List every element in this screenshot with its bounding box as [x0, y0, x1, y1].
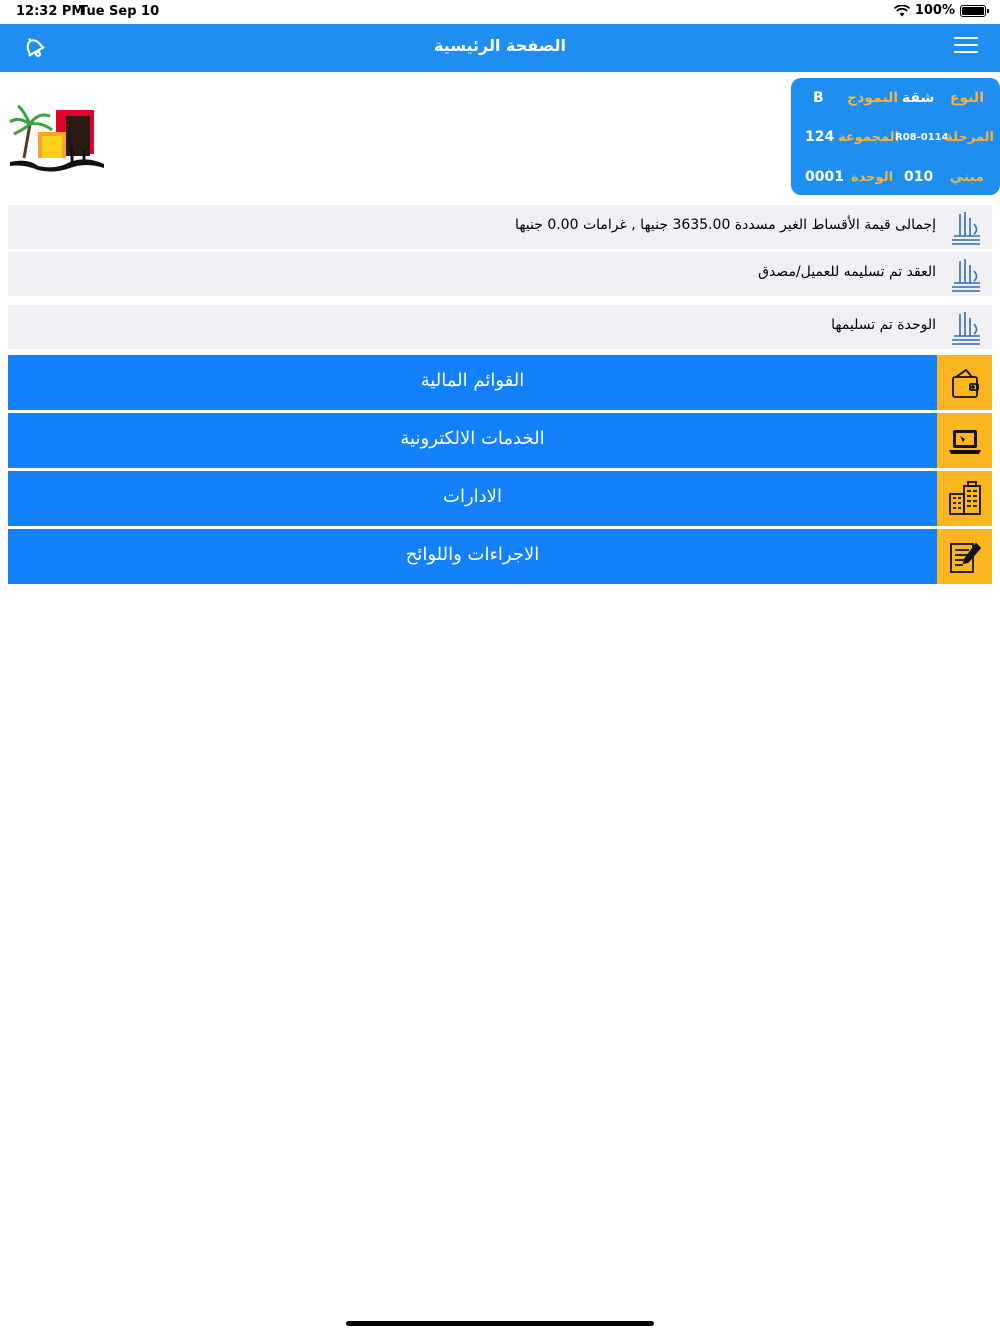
wallet-icon: [937, 355, 992, 410]
notice-installments: [8, 205, 992, 249]
wifi-icon: [894, 5, 910, 17]
info-row-phase: [801, 126, 994, 148]
nav-bar: [0, 24, 1000, 72]
info-row-type: [801, 87, 984, 109]
status-bar: [0, 0, 1000, 24]
menu-label: القوائم المالية: [420, 370, 525, 391]
status-time: 12:32 PM: [16, 4, 85, 19]
status-date: Tue Sep 10: [79, 4, 160, 19]
notice-text: العقد تم تسليمه للعميل/مصدق: [758, 264, 936, 280]
menu-e-services[interactable]: [8, 413, 992, 468]
laptop-icon: [937, 413, 992, 468]
type-value: شقة: [902, 90, 935, 106]
building-value: 010: [904, 169, 934, 185]
unit-value: 0001: [805, 169, 844, 185]
menu-label: الاجراءات واللوائح: [405, 544, 540, 565]
unit-info-card: [791, 78, 1000, 195]
buildings-icon: [937, 471, 992, 526]
type-label: النوع: [949, 90, 984, 106]
model-value: B: [813, 90, 824, 106]
home-indicator[interactable]: [346, 1321, 654, 1326]
group-value: 124: [805, 129, 835, 145]
battery-percent: 100%: [914, 3, 955, 18]
model-label: النموذج: [847, 90, 899, 106]
info-row-building: [801, 166, 984, 188]
notice-text: إجمالى قيمة الأقساط الغير مسددة 3635.00 جنيها , غرامات 0.00 جنيها: [515, 217, 936, 233]
notice-unit-delivered: [8, 305, 992, 349]
hamburger-menu-icon[interactable]: [954, 37, 978, 57]
building-label: مبني: [949, 169, 984, 185]
company-logo-icon: [946, 257, 984, 293]
battery-icon: [960, 5, 986, 17]
notice-text: الوحدة تم تسليمها: [831, 317, 936, 333]
menu-label: الادارات: [443, 486, 502, 507]
menu-label: الخدمات الالكترونية: [400, 428, 545, 449]
unit-label: الوحدة: [851, 169, 894, 185]
document-edit-icon: [937, 529, 992, 584]
rehab-logo: [8, 104, 108, 176]
notice-contract: [8, 252, 992, 296]
company-logo-icon: [946, 210, 984, 246]
menu-departments[interactable]: [8, 471, 992, 526]
company-logo-icon: [946, 310, 984, 346]
menu-procedures-regulations[interactable]: [8, 529, 992, 584]
status-right: [894, 3, 986, 18]
menu-financial-statements[interactable]: [8, 355, 992, 410]
phase-value: R08-0114: [895, 131, 949, 143]
group-label: المجموعة: [838, 129, 900, 145]
page-title: الصفحة الرئيسية: [433, 36, 567, 55]
phase-label: المرحلة: [945, 129, 994, 145]
